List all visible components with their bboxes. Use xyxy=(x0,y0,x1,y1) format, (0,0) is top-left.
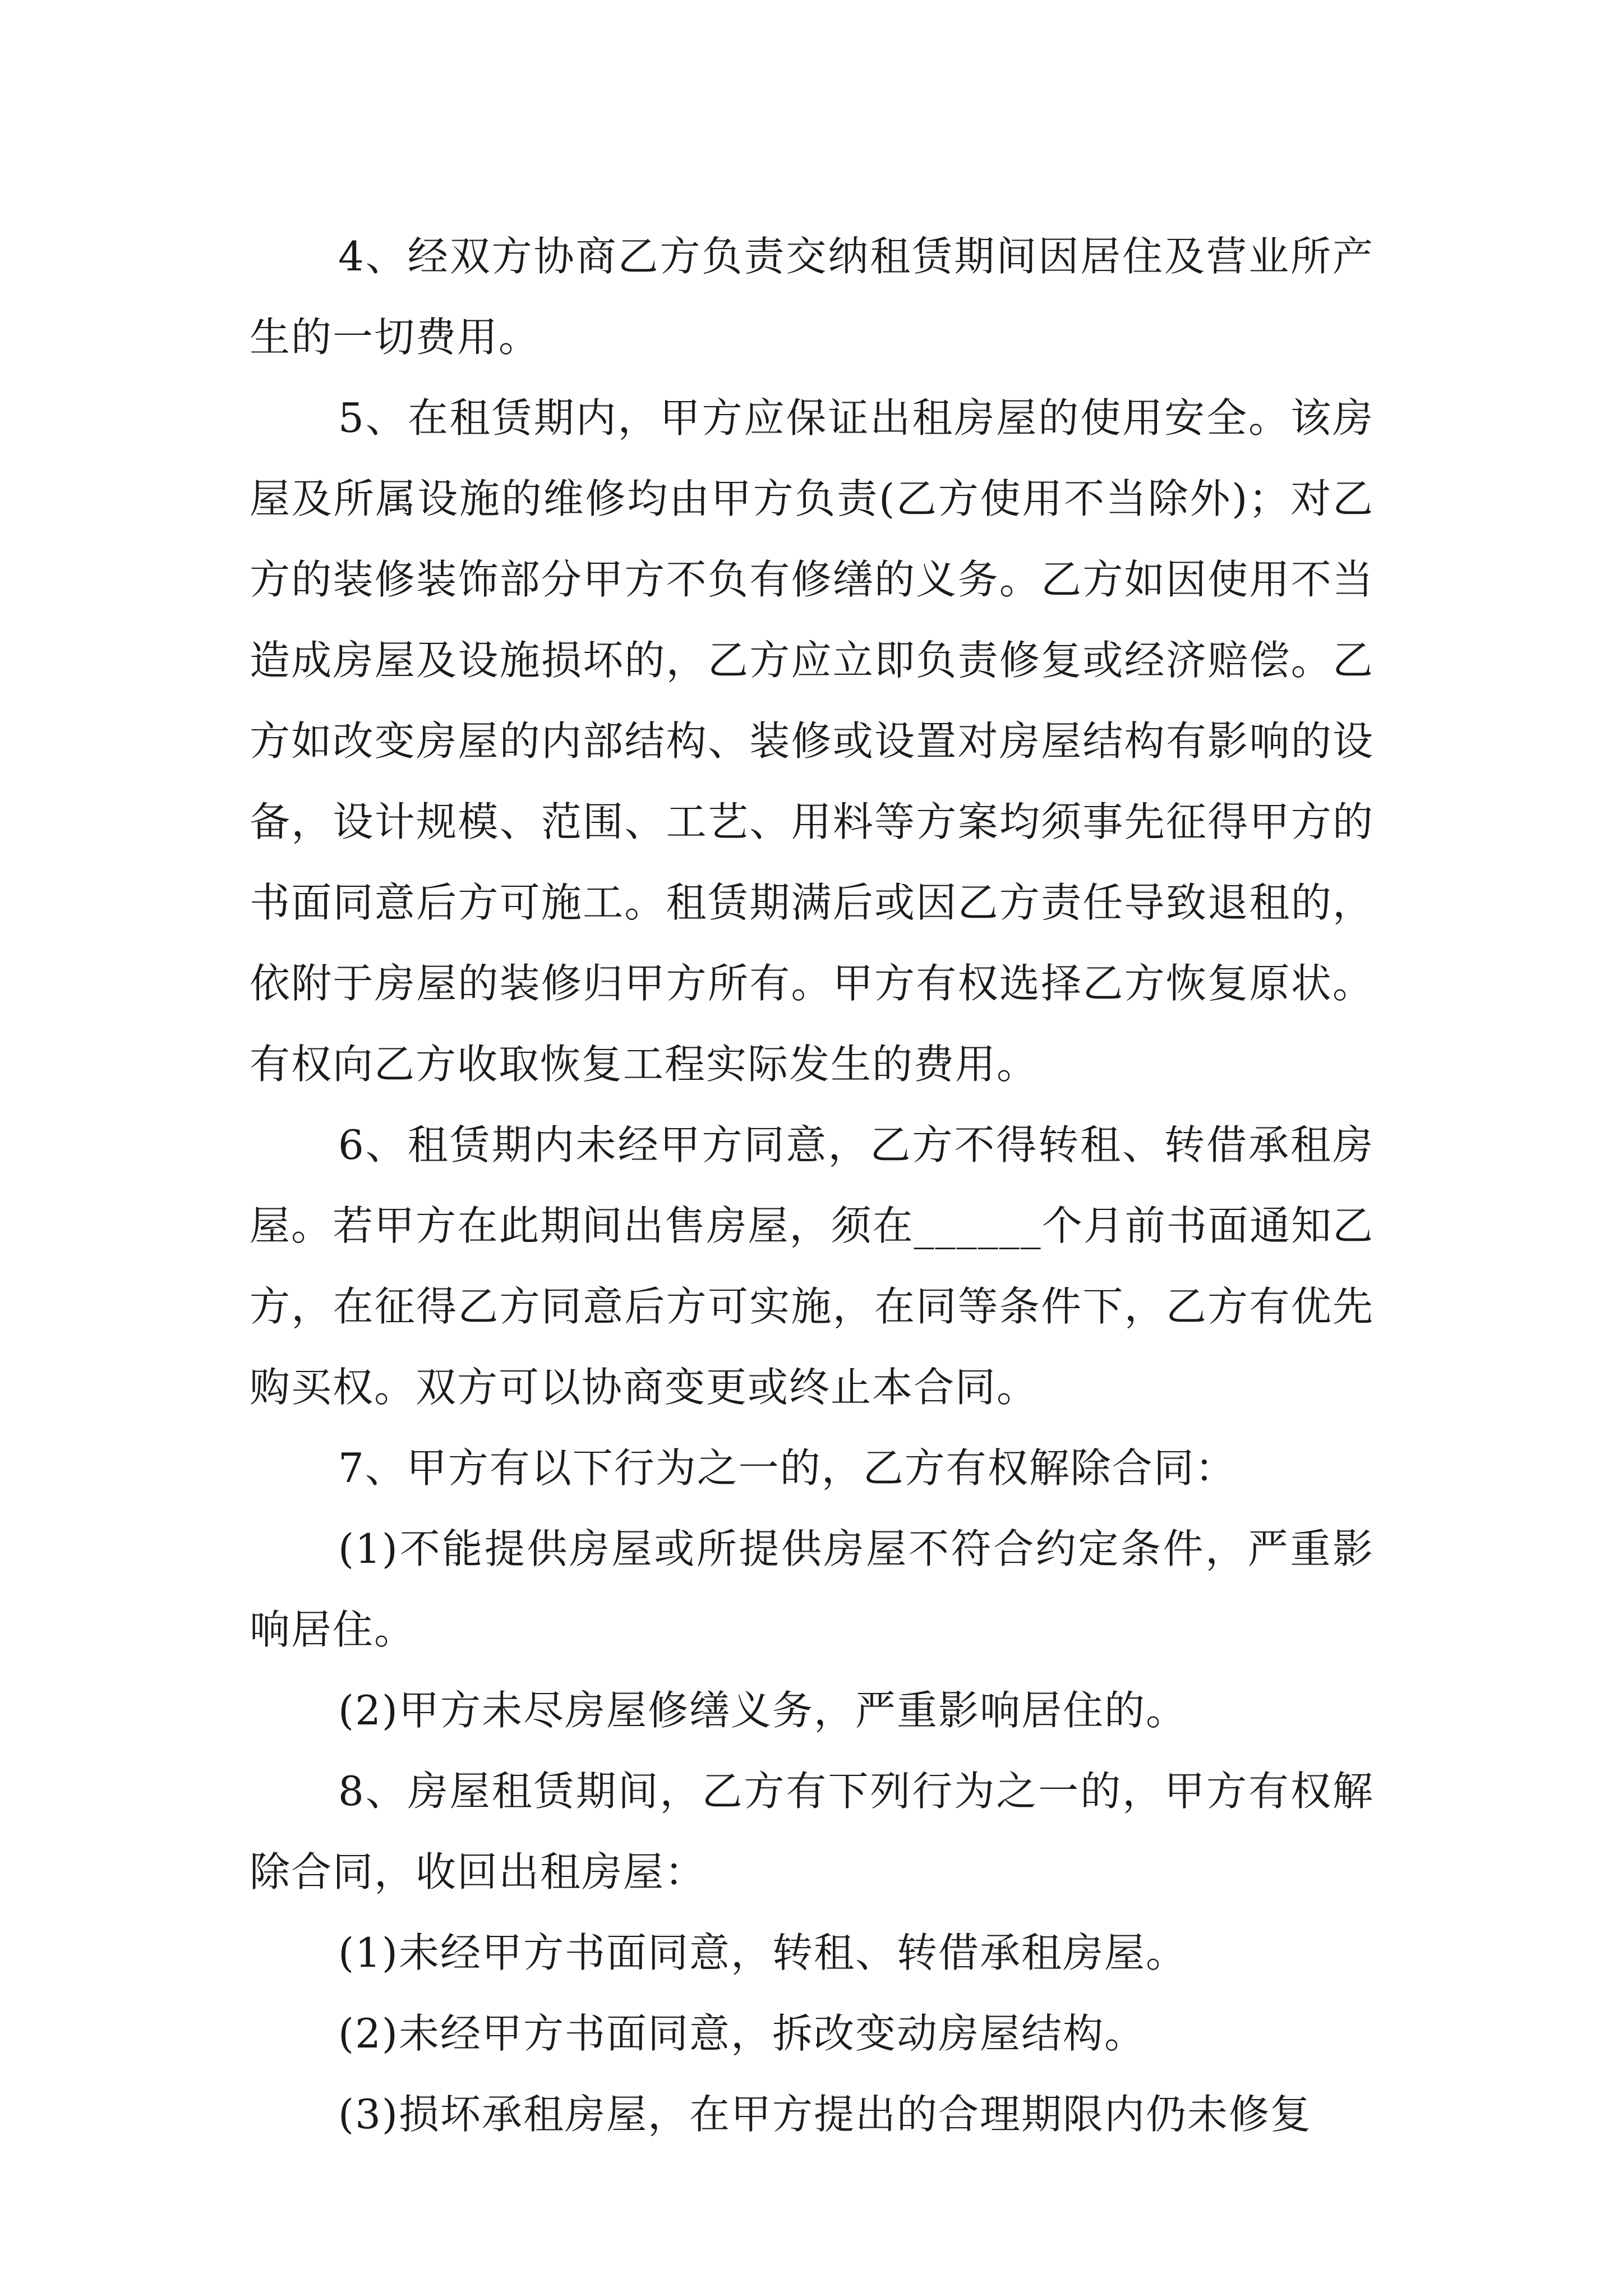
document-body xyxy=(250,216,1374,2155)
clause-5-paragraph: 5、在租赁期内，甲方应保证出租房屋的使用安全。该房屋及所属设施的维修均由甲方负责(乙方使用不当除外)；对乙方的装修装饰部分甲方不负有修缮的义务。乙方如因使用不当造成房屋及设施损坏的，乙方应立即负责修复或经济赔偿。乙方如改变房屋的内部结构、装修或设置对房屋结构有影响的设备，设计规模、范围、工艺、用料等方案均须事先征得甲方的书面同意后方可施工。租赁期满后或因乙方责任导致退租的，依附于房屋的装修归甲方所有。甲方有权选择乙方恢复原状。有权向乙方收取恢复工程实际发生的费用。 xyxy=(250,394,1374,1088)
clause-8-item-2: (2)未经甲方书面同意，拆改变动房屋结构。 xyxy=(338,2010,1146,2057)
clause-8-item-1: (1)未经甲方书面同意，转租、转借承租房屋。 xyxy=(338,1929,1187,1976)
clause-7-paragraph: 7、甲方有以下行为之一的，乙方有权解除合同： xyxy=(338,1444,1237,1492)
clause-4-paragraph: 4、经双方协商乙方负责交纳租赁期间因居住及营业所产生的一切费用。 xyxy=(250,233,1374,361)
clause-6-paragraph: 6、租赁期内未经甲方同意，乙方不得转租、转借承租房屋。若甲方在此期间出售房屋，须在______个月前书面通知乙方，在征得乙方同意后方可实施，在同等条件下，乙方有优先购买权。双方可以协商变更或终止本合同。 xyxy=(250,1121,1374,1411)
clause-7-item-1: (1)不能提供房屋或所提供房屋不符合约定条件，严重影响居住。 xyxy=(250,1525,1374,1653)
clause-8-item-3: (3)损坏承租房屋，在甲方提出的合理期限内仍未修复 xyxy=(338,2091,1312,2138)
clause-8-paragraph: 8、房屋租赁期间，乙方有下列行为之一的，甲方有权解除合同，收回出租房屋： xyxy=(250,1768,1374,1895)
clause-7-item-2: (2)甲方未尽房屋修缮义务，严重影响居住的。 xyxy=(338,1687,1187,1734)
